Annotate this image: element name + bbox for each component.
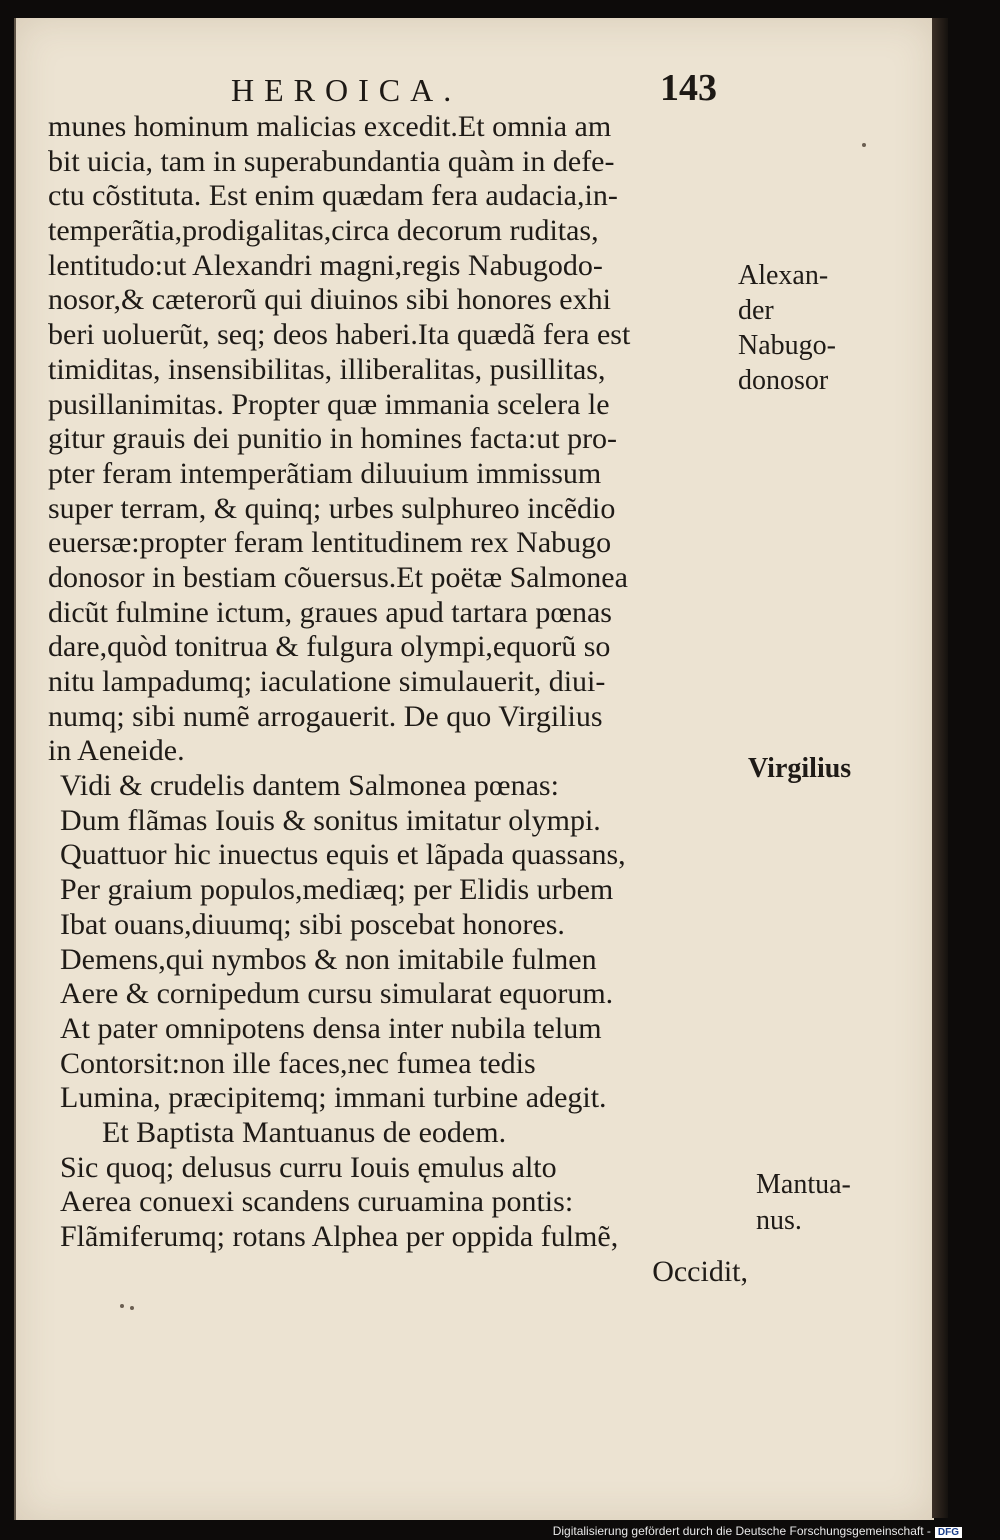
catchword: Occidit,	[652, 1254, 748, 1288]
verse-line: Quattuor hic inuectus equis et lãpada quassans,	[60, 838, 626, 872]
verse-line: Dum flãmas Iouis & sonitus imitatur olympi.	[60, 803, 601, 837]
verse-line: Vidi & crudelis dantem Salmonea pœnas:	[60, 769, 559, 803]
text-line: dicũt fulmine ictum, graues apud tartara pœnas	[48, 595, 612, 629]
verse-line: Aere & cornipedum cursu simularat equorum.	[60, 977, 614, 1011]
intro-line: Et Baptista Mantuanus de eodem.	[102, 1115, 507, 1149]
verse-line: Per graium populos,mediæq; per Elidis urbem	[60, 873, 614, 907]
text-line: dare,quòd tonitrua & fulgura olympi,equorũ so	[48, 630, 611, 664]
text-line: temperãtia,prodigalitas,circa decorum ruditas,	[48, 214, 599, 248]
text-line: super terram, & quinq; urbes sulphureo incẽdio	[48, 491, 616, 525]
text-line: gitur grauis dei punitio in homines facta:ut pro-	[48, 422, 618, 456]
verse-line: Lumina, præcipitemq; immani turbine adegit.	[60, 1081, 607, 1115]
verse-line: Flãmiferumq; rotans Alphea per oppida fulmẽ,	[60, 1220, 619, 1253]
text-line: munes hominum malicias excedit.Et omnia am	[48, 110, 612, 143]
text-line: pusillanimitas. Propter quæ immania scelera le	[48, 387, 610, 421]
text-line: pter feram intemperãtiam diluuium immissum	[48, 456, 602, 490]
text-line: numq; sibi numẽ arrogauerit. De quo Virgilius	[48, 699, 603, 733]
text-line: donosor in bestiam cõuersus.Et poëtæ Salmonea	[48, 560, 628, 594]
text-line: nosor,& cæterorũ qui diuinos sibi honores exhi	[48, 283, 611, 317]
verse-line: Aerea conuexi scandens curuamina pontis:	[60, 1185, 574, 1219]
verse-line: Ibat ouans,diuumq; sibi poscebat honores.	[60, 907, 565, 941]
text-line: nitu lampadumq; iaculatione simulauerit, diui-	[48, 665, 606, 698]
digitization-footer	[553, 1524, 962, 1538]
page-edge	[932, 18, 948, 1518]
text-line: euersæ:propter feram lentitudinem rex Nabugo	[48, 526, 612, 560]
margin-note-nabugo: Nabugo-	[738, 330, 836, 361]
text-line: in Aeneide.	[48, 734, 185, 768]
margin-note-nabugo-cont: donosor	[738, 365, 829, 396]
verse-line: Demens,qui nymbos & non imitabile fulmen	[60, 942, 597, 976]
margin-note-mantuanus: Mantua-	[756, 1169, 851, 1200]
dfg-logo: DFG	[935, 1527, 962, 1538]
text-line: lentitudo:ut Alexandri magni,regis Nabugodo-	[48, 248, 603, 282]
running-head: HEROICA.	[231, 72, 462, 108]
verse-line: At pater omnipotens densa inter nubila telum	[60, 1011, 602, 1045]
verse-line: Sic quoq; delusus curru Iouis ęmulus alto	[60, 1150, 557, 1184]
footer-text: Digitalisierung gefördert durch die Deutsche Forschungsgemeinschaft -	[552, 1524, 931, 1538]
margin-note-virgilius: Virgilius	[748, 753, 852, 784]
margin-note-mantuanus-cont: nus.	[756, 1205, 802, 1236]
paper-speck	[130, 1306, 134, 1310]
margin-note-alexander-cont: der	[738, 295, 774, 326]
text-line: beri uoluerũt, seq; deos haberi.Ita quædã fera est	[48, 318, 631, 352]
main-text-block	[48, 110, 748, 1289]
text-line: timiditas, insensibilitas, illiberalitas, pusillitas,	[48, 352, 606, 386]
text-line: bit uicia, tam in superabundantia quàm in defe-	[48, 144, 615, 178]
paper-speck	[862, 143, 866, 147]
verse-line: Contorsit:non ille faces,nec fumea tedis	[60, 1046, 536, 1080]
page-number: 143	[660, 67, 717, 109]
text-line: ctu cõstituta. Est enim quædam fera audacia,in-	[48, 179, 618, 213]
paper-speck	[120, 1304, 124, 1308]
margin-note-alexander: Alexan-	[738, 260, 829, 291]
